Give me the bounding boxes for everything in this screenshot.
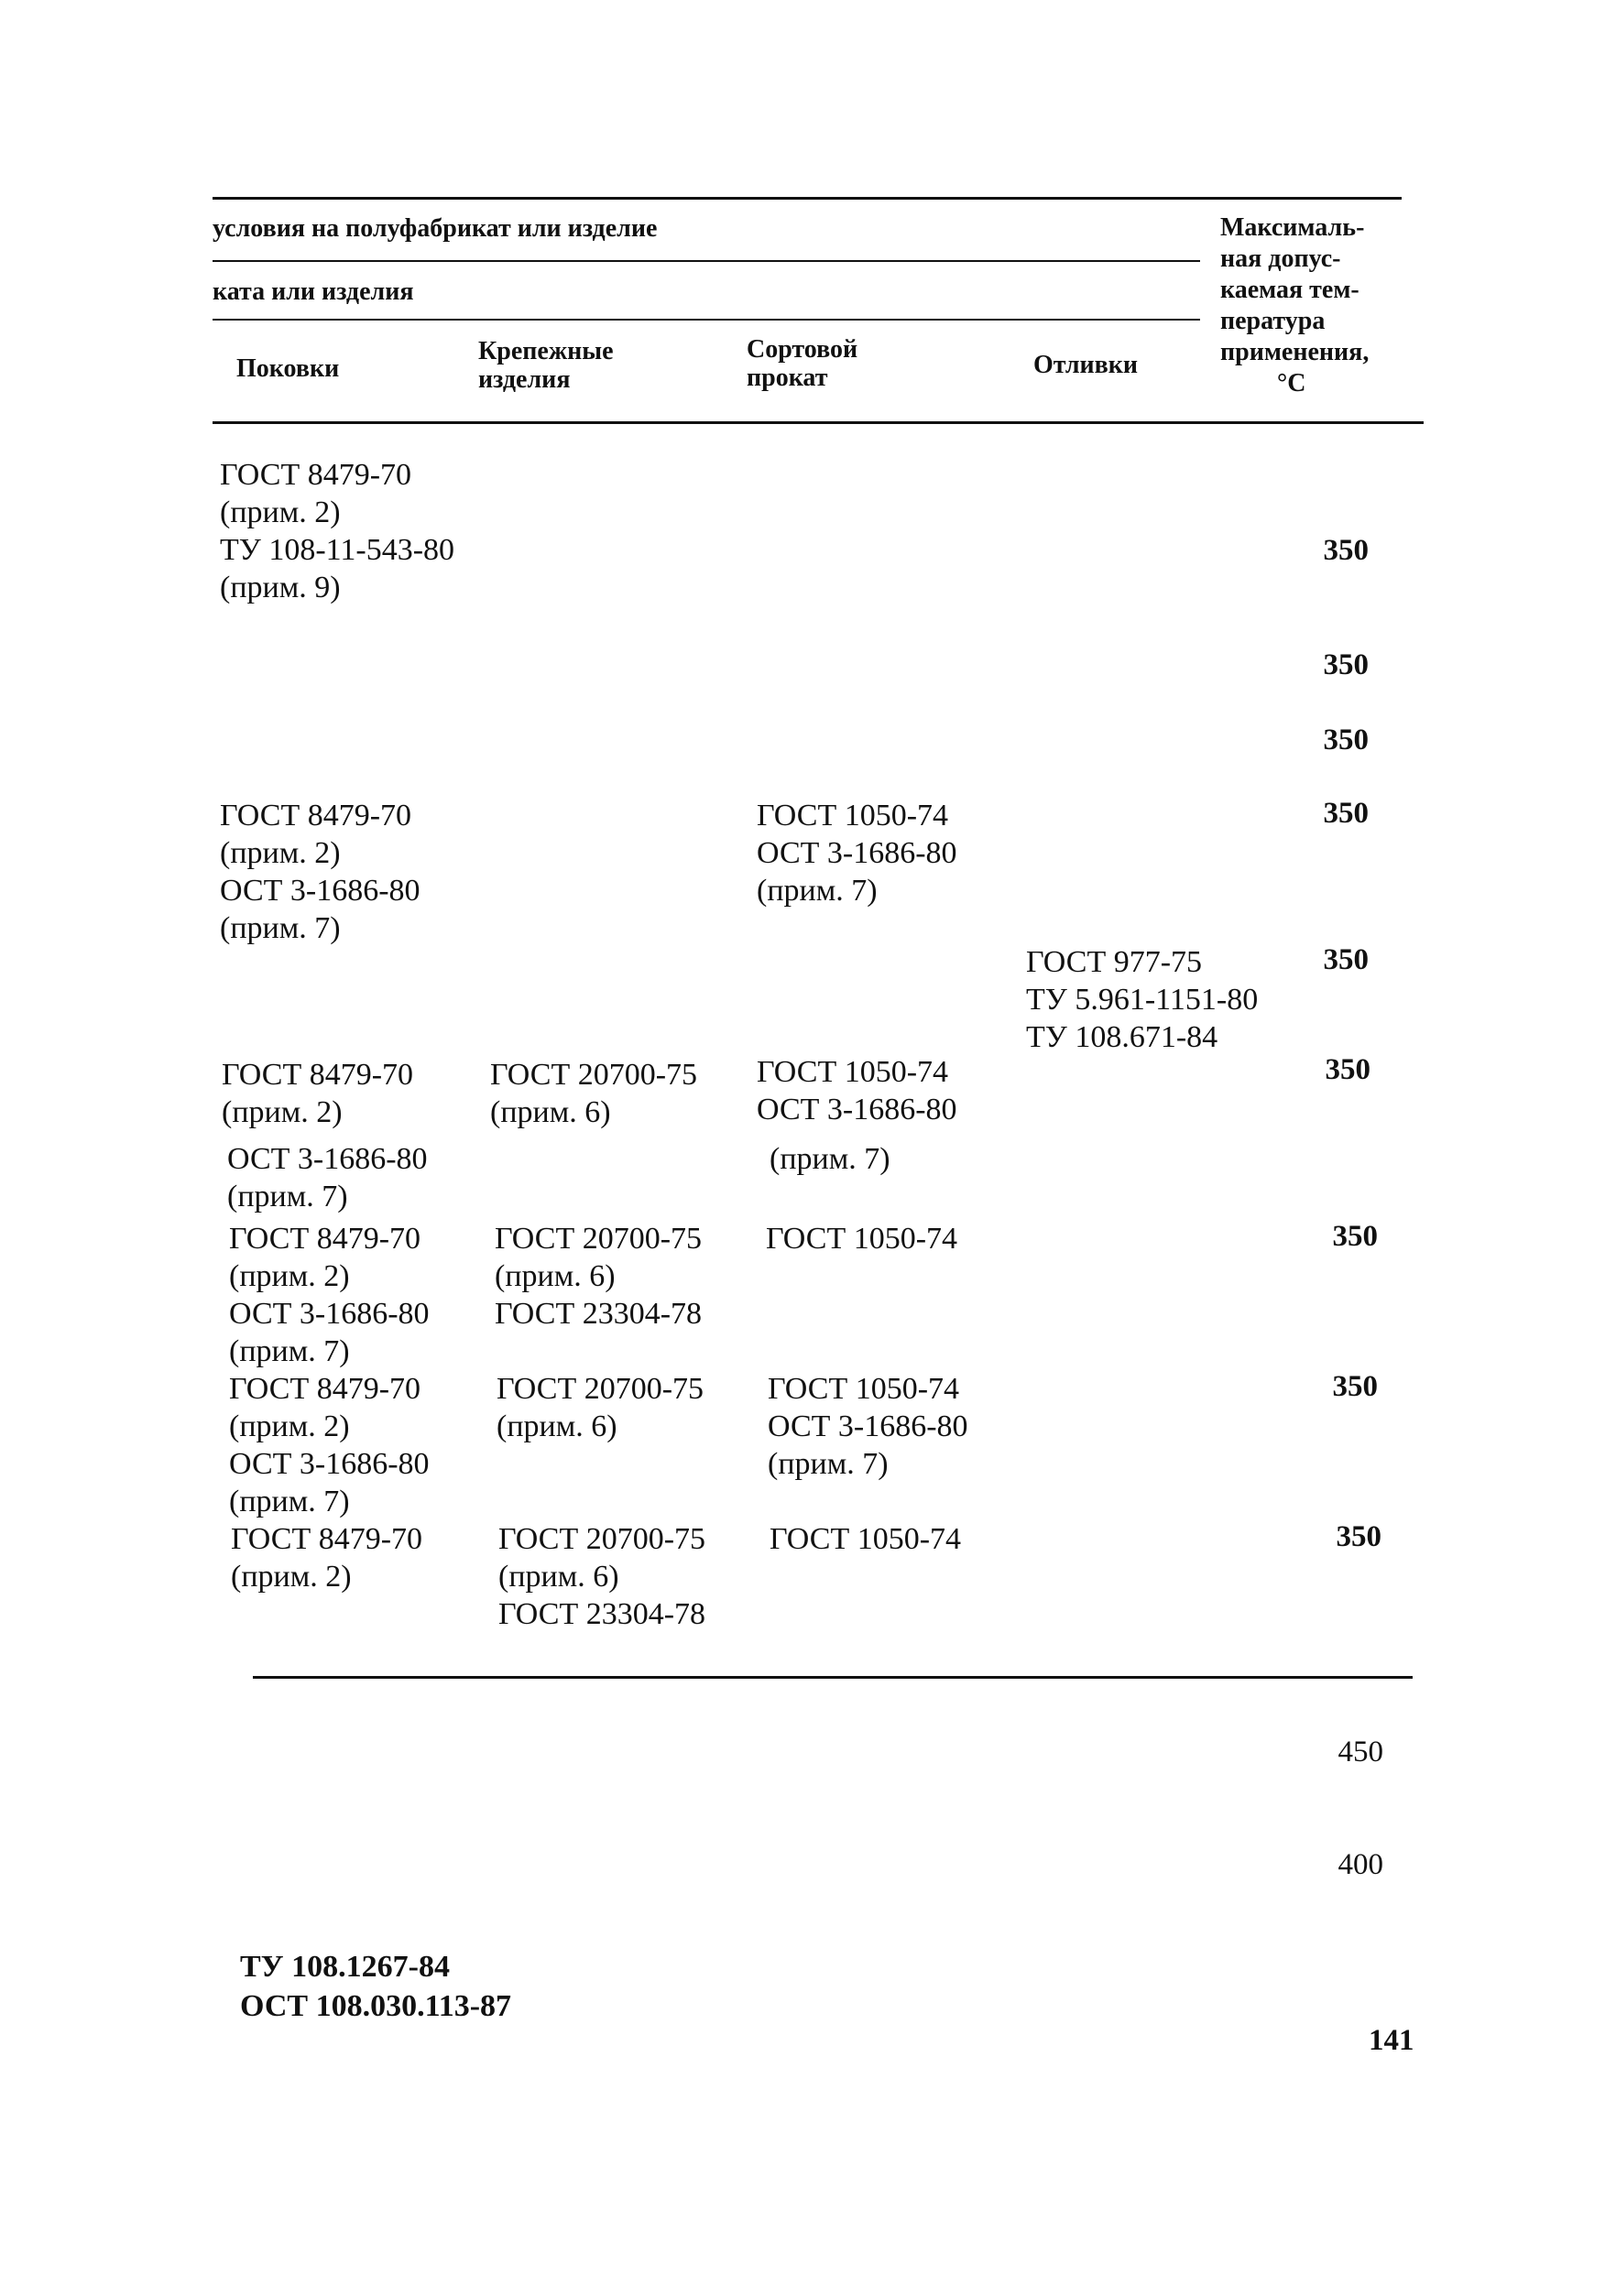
cell-line: ГОСТ 1050-74 <box>770 1522 962 1556</box>
header-col-castings: Отливки <box>1033 351 1139 379</box>
cell-temp: 350 <box>1323 724 1369 756</box>
cell-line: ГОСТ 1050-74 <box>768 1372 960 1406</box>
cell-line: ГОСТ 1050-74 <box>757 1055 949 1089</box>
cell-line: ГОСТ 20700-75 <box>495 1222 703 1256</box>
cell-line: (прим. 2) <box>222 1095 343 1129</box>
cell-rolled <box>757 1053 957 1128</box>
cell-line: ГОСТ 8479-70 <box>222 1058 414 1092</box>
header-col-temp-line: Максималь- <box>1220 213 1365 242</box>
cell-line: (прим. 7) <box>227 1180 348 1213</box>
cell-line: ГОСТ 1050-74 <box>757 799 949 832</box>
cell-line: ТУ 108.671-84 <box>1026 1020 1218 1054</box>
page-number: 141 <box>1369 2024 1414 2057</box>
cell-temp: 350 <box>1323 648 1369 681</box>
cell-fasteners <box>497 1370 704 1445</box>
header-col-temp-line: ная допус- <box>1220 245 1341 273</box>
spec-line: ОСТ 108.030.113-87 <box>240 1989 512 2023</box>
cell-line: (прим. 9) <box>220 571 341 604</box>
header-col-rolled-line: прокат <box>747 364 828 392</box>
cell-line: (прим. 7) <box>229 1485 350 1518</box>
cell-forgings <box>231 1520 422 1595</box>
cell-rolled <box>768 1370 968 1483</box>
cell-line: ТУ 5.961-1151-80 <box>1026 983 1259 1017</box>
cell-temp: 350 <box>1336 1520 1381 1553</box>
cell-line: ОСТ 3-1686-80 <box>220 874 420 908</box>
cell-forgings <box>220 456 454 606</box>
header-col-temp <box>1220 212 1369 399</box>
cell-line: ОСТ 3-1686-80 <box>229 1447 430 1481</box>
cell-rolled <box>770 1520 961 1558</box>
cell-line: ГОСТ 20700-75 <box>498 1522 706 1556</box>
cell-line: (прим. 7) <box>757 874 878 908</box>
cell-line: ГОСТ 8479-70 <box>220 458 412 492</box>
cell-line: ГОСТ 8479-70 <box>229 1372 421 1406</box>
header-rule-3 <box>213 319 1200 321</box>
header-col-fasteners-line: изделия <box>478 365 571 394</box>
header-bottom-rule <box>213 421 1424 424</box>
cell-rolled <box>757 797 957 909</box>
cell-forgings <box>229 1220 430 1370</box>
spec-list <box>240 1947 511 2026</box>
cell-temp: 350 <box>1323 534 1369 567</box>
table-bottom-rule <box>253 1676 1413 1679</box>
cell-temp: 350 <box>1323 797 1369 830</box>
cell-line: (прим. 2) <box>229 1409 350 1443</box>
header-col-temp-line: применения, <box>1220 338 1370 366</box>
cell-line: ГОСТ 8479-70 <box>220 799 412 832</box>
cell-line: (прим. 2) <box>220 495 341 529</box>
cell-fasteners <box>498 1520 705 1633</box>
cell-line: ГОСТ 8479-70 <box>229 1222 421 1256</box>
temp-value: 450 <box>1338 1736 1383 1768</box>
cell-temp: 350 <box>1325 1053 1370 1086</box>
cell-line: (прим. 6) <box>495 1259 616 1293</box>
spec-line: ТУ 108.1267-84 <box>240 1950 450 1984</box>
cell-line: (прим. 6) <box>497 1409 617 1443</box>
header-top-rule <box>213 197 1402 200</box>
cell-line: ОСТ 3-1686-80 <box>757 836 957 870</box>
cell-fasteners <box>495 1220 702 1333</box>
cell-fasteners <box>490 1056 697 1131</box>
header-col-temp-line: каемая тем- <box>1220 276 1359 304</box>
cell-temp: 350 <box>1332 1220 1378 1253</box>
cell-line: ГОСТ 23304-78 <box>495 1297 703 1331</box>
cell-castings <box>1026 943 1258 1056</box>
cell-temp: 350 <box>1323 943 1369 976</box>
cell-line: (прим. 2) <box>231 1560 352 1594</box>
cell-line: ТУ 108-11-543-80 <box>220 533 455 567</box>
header-col-temp-line: °С <box>1277 369 1306 397</box>
cell-line: ГОСТ 20700-75 <box>497 1372 704 1406</box>
cell-line: ГОСТ 8479-70 <box>231 1522 423 1556</box>
cell-line: (прим. 2) <box>220 836 341 870</box>
cell-line: ГОСТ 1050-74 <box>766 1222 958 1256</box>
cell-temp: 350 <box>1332 1370 1378 1403</box>
cell-line: ОСТ 3-1686-80 <box>768 1409 968 1443</box>
cell-line: (прим. 6) <box>498 1560 619 1594</box>
header-col-rolled-line: Сортовой <box>747 335 858 364</box>
header-col-fasteners-line: Крепежные <box>478 337 614 365</box>
cell-line: (прим. 7) <box>770 1142 890 1176</box>
cell-line: ОСТ 3-1686-80 <box>757 1093 957 1126</box>
header-rule-2 <box>213 260 1200 262</box>
header-group-line2: ката или изделия <box>213 277 414 306</box>
cell-line: ГОСТ 20700-75 <box>490 1058 698 1092</box>
cell-line: (прим. 7) <box>229 1334 350 1368</box>
cell-forgings <box>220 797 420 947</box>
header-col-temp-line: пература <box>1220 307 1326 335</box>
cell-line: (прим. 7) <box>768 1447 889 1481</box>
cell-line: ГОСТ 23304-78 <box>498 1597 706 1631</box>
cell-rolled <box>770 1140 890 1178</box>
cell-rolled <box>766 1220 957 1257</box>
temp-value: 400 <box>1338 1848 1383 1881</box>
cell-line: ГОСТ 977-75 <box>1026 945 1203 979</box>
cell-forgings <box>222 1056 413 1131</box>
cell-line: (прим. 6) <box>490 1095 611 1129</box>
header-group-line1: условия на полуфабрикат или изделие <box>213 214 658 243</box>
header-col-rolled <box>747 335 857 392</box>
header-col-fasteners <box>478 337 614 394</box>
cell-line: ОСТ 3-1686-80 <box>229 1297 430 1331</box>
cell-line: (прим. 2) <box>229 1259 350 1293</box>
cell-line: ОСТ 3-1686-80 <box>227 1142 428 1176</box>
cell-line: (прим. 7) <box>220 911 341 945</box>
cell-forgings <box>229 1370 430 1520</box>
header-col-forgings: Поковки <box>236 354 340 383</box>
cell-forgings <box>227 1140 428 1215</box>
